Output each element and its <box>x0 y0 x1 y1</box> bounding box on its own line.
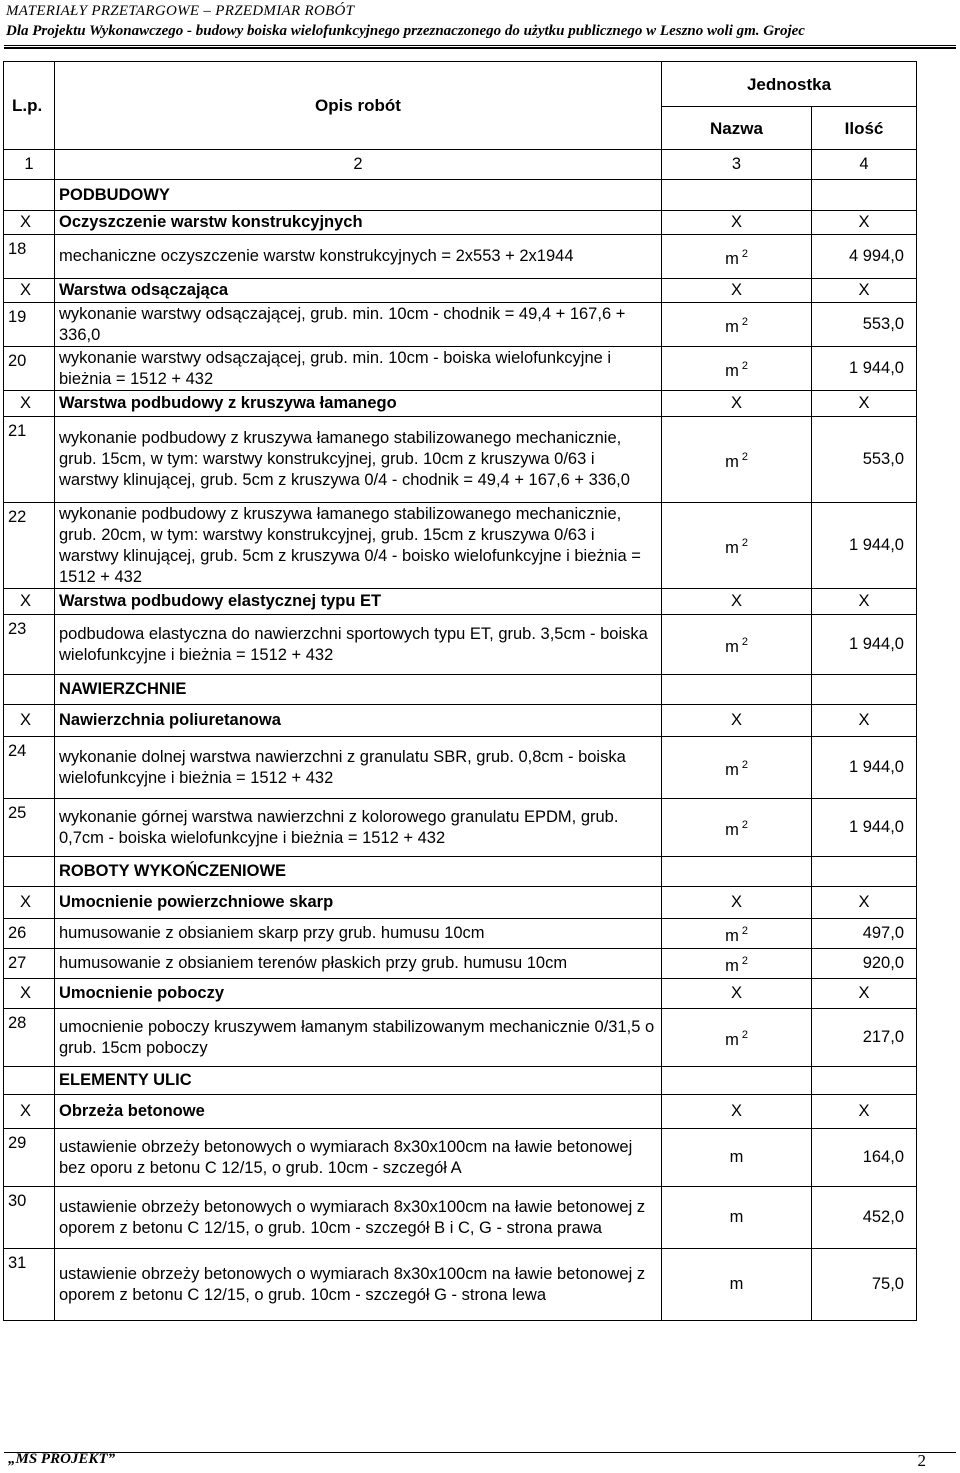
lp-cell: X <box>4 391 55 417</box>
unit-cell <box>662 857 812 887</box>
item-row <box>4 949 917 979</box>
item-row <box>4 503 917 589</box>
group-row <box>4 705 917 737</box>
group-row <box>4 391 917 417</box>
qty-cell: X <box>812 887 917 919</box>
group-row <box>4 979 917 1009</box>
qty-cell: X <box>812 279 917 303</box>
item-description: umocnienie poboczy kruszywem łamanym stabilizowanym mechanicznie 0/31,5 o grub. 15cm poboczy <box>55 1009 662 1067</box>
lp-cell: 26 <box>4 919 55 949</box>
item-row <box>4 1187 917 1249</box>
qty-cell: X <box>812 211 917 235</box>
col-number-4: 4 <box>812 150 917 180</box>
page-number: 2 <box>917 1451 926 1470</box>
item-description: podbudowa elastyczna do nawierzchni sportowych typu ET, grub. 3,5cm - boiska wielofunkcyjne i bieżnia = 1512 + 432 <box>55 615 662 675</box>
item-row <box>4 615 917 675</box>
qty-cell: X <box>812 589 917 615</box>
qty-cell: X <box>812 391 917 417</box>
section-title: NAWIERZCHNIE <box>55 675 662 705</box>
unit-cell <box>662 180 812 211</box>
group-row <box>4 887 917 919</box>
qty-cell: 920,0 <box>812 949 917 979</box>
item-description: wykonanie podbudowy z kruszywa łamanego stabilizowanego mechanicznie, grub. 15cm, w tym: warstwy konstrukcyjnej, grub. 10cm z kruszywa 0/63 i warstwy klinującej, grub. 5cm z kruszywa 0/4 - chodnik = 49,4 + 167,6 + 336,0 <box>55 417 662 503</box>
unit-cell: X <box>662 279 812 303</box>
lp-cell: 29 <box>4 1129 55 1187</box>
unit-cell <box>662 235 812 279</box>
item-row <box>4 1129 917 1187</box>
col-number-2: 2 <box>55 150 662 180</box>
lp-cell: X <box>4 211 55 235</box>
qty-cell: 553,0 <box>812 303 917 347</box>
group-row <box>4 279 917 303</box>
unit-cell: X <box>662 1095 812 1129</box>
lp-cell: 30 <box>4 1187 55 1249</box>
lp-cell: X <box>4 279 55 303</box>
group-title: Oczyszczenie warstw konstrukcyjnych <box>55 211 662 235</box>
group-title: Umocnienie powierzchniowe skarp <box>55 887 662 919</box>
unit-cell: X <box>662 391 812 417</box>
unit-exponent: 2 <box>741 536 748 549</box>
unit-label: m <box>725 249 739 268</box>
column-number-row <box>4 150 917 180</box>
item-description: ustawienie obrzeży betonowych o wymiarach 8x30x100cm na ławie betonowej z oporem z betonu C 12/15, o grub. 10cm - szczegół B i C, G - strona prawa <box>55 1187 662 1249</box>
qty-cell <box>812 675 917 705</box>
col-lp-header: L.p. <box>4 62 55 150</box>
col-qty-header: Ilość <box>812 107 917 150</box>
lp-cell: 24 <box>4 737 55 799</box>
lp-cell: 20 <box>4 347 55 391</box>
lp-cell: 28 <box>4 1009 55 1067</box>
group-title: Warstwa odsączająca <box>55 279 662 303</box>
unit-label: m <box>725 760 739 779</box>
unit-label: m <box>725 317 739 336</box>
unit-exponent: 2 <box>741 315 748 328</box>
unit-cell <box>662 303 812 347</box>
header-subtitle: Dla Projektu Wykonawczego - budowy boiska wielofunkcyjnego przeznaczonego do użytku publicznego w Leszno woli gm. Grojec <box>6 23 805 39</box>
qty-cell: 452,0 <box>812 1187 917 1249</box>
qty-cell: 217,0 <box>812 1009 917 1067</box>
unit-label: m <box>725 361 739 380</box>
unit-cell <box>662 1129 812 1187</box>
unit-label: m <box>729 1148 744 1166</box>
unit-label: m <box>725 637 739 656</box>
qty-cell <box>812 857 917 887</box>
item-description: mechaniczne oczyszczenie warstw konstrukcyjnych = 2x553 + 2x1944 <box>55 235 662 279</box>
group-title: Obrzeża betonowe <box>55 1095 662 1129</box>
unit-cell: X <box>662 211 812 235</box>
unit-label: m <box>725 926 739 945</box>
unit-label: m <box>725 452 739 471</box>
unit-cell <box>662 1187 812 1249</box>
unit-cell <box>662 615 812 675</box>
lp-cell: 22 <box>4 503 55 589</box>
header-rule <box>4 45 956 46</box>
qty-cell: 1 944,0 <box>812 347 917 391</box>
section-row <box>4 675 917 705</box>
unit-cell <box>662 919 812 949</box>
lp-cell: 27 <box>4 949 55 979</box>
col-number-1: 1 <box>4 150 55 180</box>
item-row <box>4 347 917 391</box>
item-row <box>4 417 917 503</box>
qty-cell: 553,0 <box>812 417 917 503</box>
unit-cell: X <box>662 589 812 615</box>
qty-cell <box>812 180 917 211</box>
lp-cell: X <box>4 1095 55 1129</box>
lp-cell: X <box>4 705 55 737</box>
lp-cell: 18 <box>4 235 55 279</box>
group-title: Nawierzchnia poliuretanowa <box>55 705 662 737</box>
item-description: humusowanie z obsianiem terenów płaskich przy grub. humusu 10cm <box>55 949 662 979</box>
group-row <box>4 589 917 615</box>
qty-cell: 1 944,0 <box>812 737 917 799</box>
unit-cell <box>662 347 812 391</box>
qty-cell <box>812 1067 917 1095</box>
unit-cell <box>662 675 812 705</box>
unit-cell <box>662 1067 812 1095</box>
col-number-3: 3 <box>662 150 812 180</box>
item-row <box>4 799 917 857</box>
qty-cell: 1 944,0 <box>812 503 917 589</box>
footer-rule <box>4 1452 956 1453</box>
unit-exponent: 2 <box>741 450 748 463</box>
lp-cell: X <box>4 887 55 919</box>
qty-cell: X <box>812 979 917 1009</box>
unit-label: m <box>725 956 739 975</box>
unit-cell: X <box>662 887 812 919</box>
unit-exponent: 2 <box>741 818 748 831</box>
unit-label: m <box>729 1208 744 1226</box>
item-row <box>4 1249 917 1321</box>
lp-cell <box>4 857 55 887</box>
lp-cell: 25 <box>4 799 55 857</box>
item-description: wykonanie górnej warstwa nawierzchni z kolorowego granulatu EPDM, grub. 0,7cm - boiska wielofunkcyjne i bieżnia = 1512 + 432 <box>55 799 662 857</box>
lp-cell: 23 <box>4 615 55 675</box>
group-row <box>4 1095 917 1129</box>
lp-cell <box>4 1067 55 1095</box>
qty-cell: 4 994,0 <box>812 235 917 279</box>
item-description: humusowanie z obsianiem skarp przy grub. humusu 10cm <box>55 919 662 949</box>
section-row <box>4 857 917 887</box>
header-rule-thick <box>4 47 956 49</box>
unit-cell <box>662 417 812 503</box>
qty-cell: 75,0 <box>812 1249 917 1321</box>
qty-cell: X <box>812 1095 917 1129</box>
item-description: wykonanie warstwy odsączającej, grub. min. 10cm - boiska wielofunkcyjne i bieżnia = 1512 + 432 <box>55 347 662 391</box>
section-title: PODBUDOWY <box>55 180 662 211</box>
item-row <box>4 303 917 347</box>
lp-cell <box>4 180 55 211</box>
qty-cell: 1 944,0 <box>812 615 917 675</box>
unit-cell: X <box>662 979 812 1009</box>
item-row <box>4 737 917 799</box>
col-unit-group-header: Jednostka <box>662 62 917 107</box>
section-row <box>4 180 917 211</box>
section-title: ELEMENTY ULIC <box>55 1067 662 1095</box>
item-row <box>4 1009 917 1067</box>
lp-cell <box>4 675 55 705</box>
col-desc-header: Opis robót <box>55 62 662 150</box>
item-row <box>4 235 917 279</box>
item-description: wykonanie warstwy odsączającej, grub. min. 10cm - chodnik = 49,4 + 167,6 + 336,0 <box>55 303 662 347</box>
bill-of-quantities-table <box>3 61 917 1321</box>
item-row <box>4 919 917 949</box>
unit-exponent: 2 <box>741 954 748 967</box>
lp-cell: X <box>4 979 55 1009</box>
unit-label: m <box>725 1030 739 1049</box>
unit-cell <box>662 503 812 589</box>
group-row <box>4 211 917 235</box>
unit-exponent: 2 <box>741 1028 748 1041</box>
unit-exponent: 2 <box>741 635 748 648</box>
group-title: Warstwa podbudowy z kruszywa łamanego <box>55 391 662 417</box>
unit-exponent: 2 <box>741 247 748 260</box>
unit-label: m <box>725 538 739 557</box>
unit-cell: X <box>662 705 812 737</box>
unit-label: m <box>725 820 739 839</box>
lp-cell: 19 <box>4 303 55 347</box>
unit-cell <box>662 737 812 799</box>
item-description: wykonanie podbudowy z kruszywa łamanego stabilizowanego mechanicznie, grub. 20cm, w tym: warstwy konstrukcyjnej, grub. 15cm z kruszywa 0/63 i warstwy klinującej, grub. 5cm z kruszywa 0/4 - boisko wielofunkcyjne i bieżnia = 1512 + 432 <box>55 503 662 589</box>
section-title: ROBOTY WYKOŃCZENIOWE <box>55 857 662 887</box>
lp-cell: X <box>4 589 55 615</box>
qty-cell: 497,0 <box>812 919 917 949</box>
qty-cell: 1 944,0 <box>812 799 917 857</box>
unit-label: m <box>729 1275 744 1293</box>
group-title: Umocnienie poboczy <box>55 979 662 1009</box>
unit-exponent: 2 <box>741 924 748 937</box>
item-description: ustawienie obrzeży betonowych o wymiarach 8x30x100cm na ławie betonowej z oporem z betonu C 12/15, o grub. 10cm - szczegół G - strona lewa <box>55 1249 662 1321</box>
col-unit-name-header: Nazwa <box>662 107 812 150</box>
qty-cell: X <box>812 705 917 737</box>
unit-cell <box>662 1249 812 1321</box>
unit-cell <box>662 949 812 979</box>
group-title: Warstwa podbudowy elastycznej typu ET <box>55 589 662 615</box>
item-description: wykonanie dolnej warstwa nawierzchni z granulatu SBR, grub. 0,8cm - boiska wielofunkcyjne i bieżnia = 1512 + 432 <box>55 737 662 799</box>
unit-exponent: 2 <box>741 758 748 771</box>
unit-exponent: 2 <box>741 359 748 372</box>
unit-cell <box>662 1009 812 1067</box>
qty-cell: 164,0 <box>812 1129 917 1187</box>
footer-company: „MS PROJEKT” <box>8 1451 116 1467</box>
section-row <box>4 1067 917 1095</box>
lp-cell: 21 <box>4 417 55 503</box>
item-description: ustawienie obrzeży betonowych o wymiarach 8x30x100cm na ławie betonowej bez oporu z betonu C 12/15, o grub. 10cm - szczegół A <box>55 1129 662 1187</box>
lp-cell: 31 <box>4 1249 55 1321</box>
table-head-row <box>4 62 917 107</box>
unit-cell <box>662 799 812 857</box>
header-title: MATERIAŁY PRZETARGOWE – PRZEDMIAR ROBÓT <box>6 3 355 19</box>
